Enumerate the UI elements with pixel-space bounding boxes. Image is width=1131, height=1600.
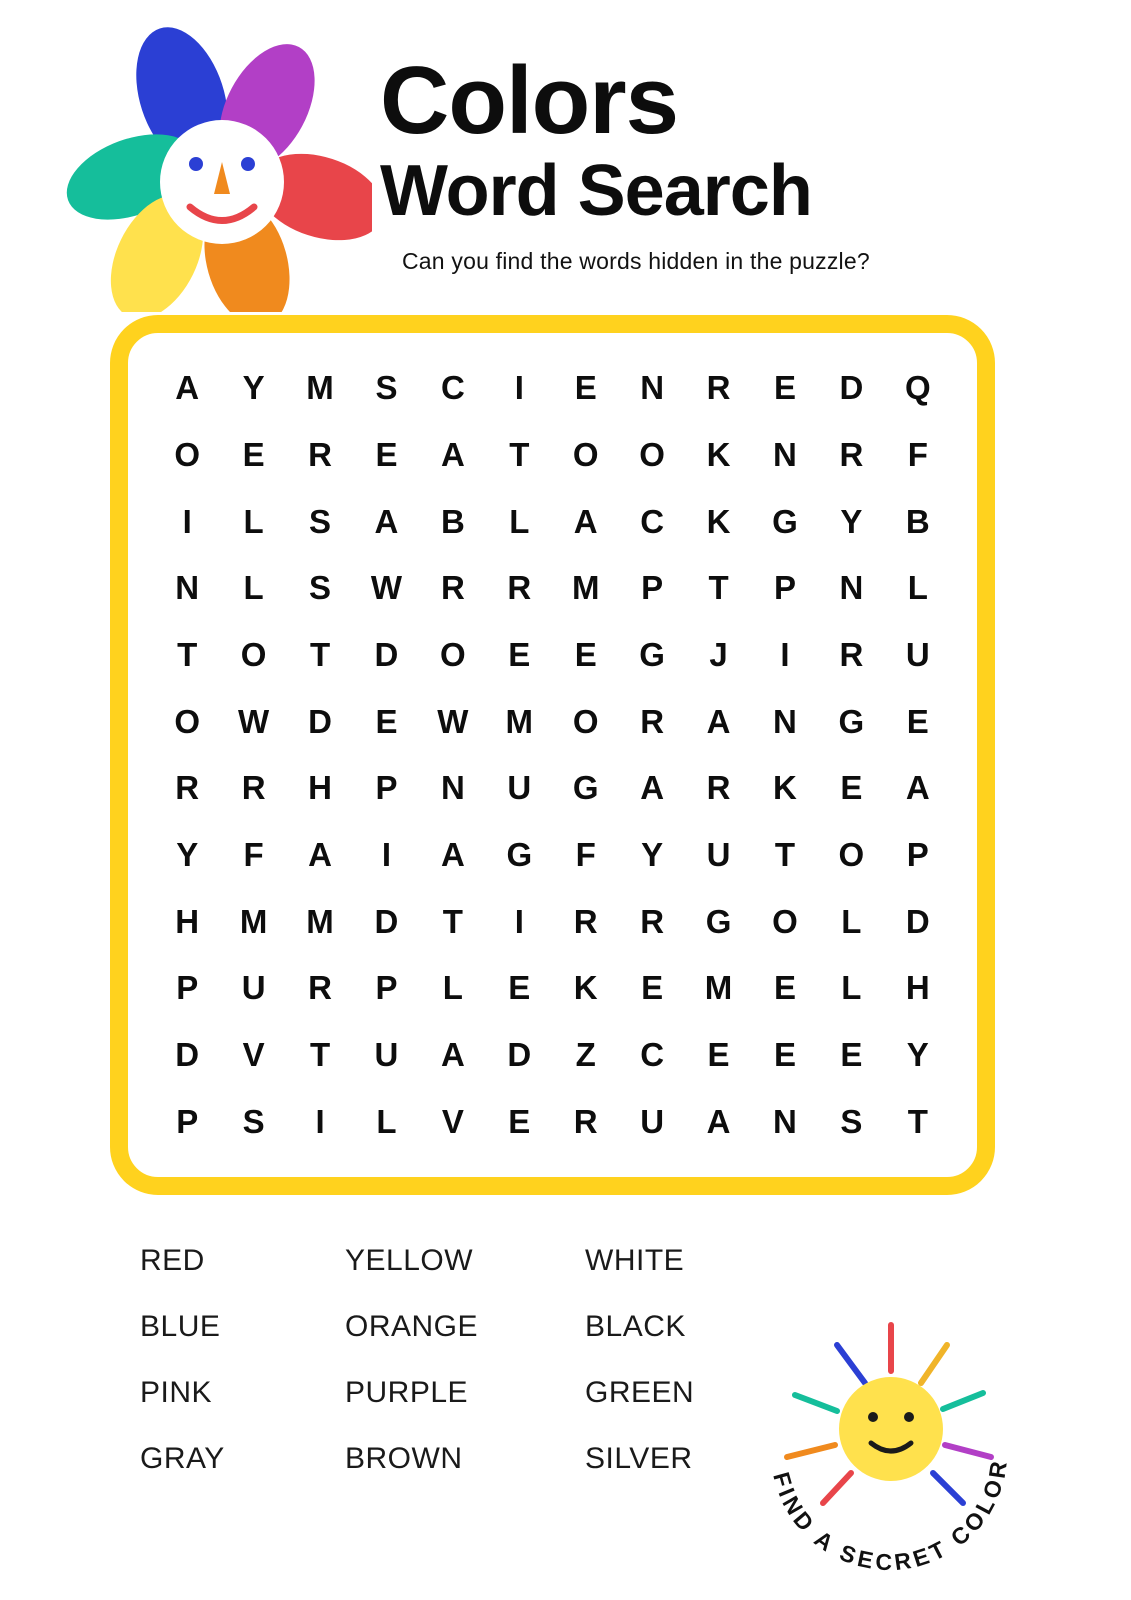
grid-cell[interactable]: R [507,569,532,607]
grid-cell[interactable]: V [242,1035,265,1073]
grid-cell[interactable]: I [315,1102,325,1140]
grid-cell[interactable]: S [375,369,398,407]
secret-color-badge [745,1305,1035,1575]
grid-cell[interactable]: H [905,969,930,1007]
grid-cell[interactable]: E [574,369,597,407]
grid-cell[interactable]: D [839,369,864,407]
grid-cell[interactable]: O [440,635,466,673]
grid-cell[interactable]: F [907,435,928,473]
grid-cell[interactable]: E [840,1035,863,1073]
grid-cell[interactable]: L [907,569,928,607]
grid-cell[interactable]: D [308,702,332,740]
grid-cell[interactable]: C [640,1035,665,1073]
word-list-item: WHITE [585,1244,685,1277]
grid-cell[interactable]: P [176,1102,199,1140]
grid-cell[interactable]: E [773,369,796,407]
grid-cell[interactable]: L [442,969,463,1007]
word-list-item: BLACK [585,1310,686,1343]
grid-cell[interactable]: O [572,435,599,473]
grid-cell[interactable]: U [905,635,930,673]
grid-cell[interactable]: L [376,1102,397,1140]
grid-cell[interactable]: T [509,435,530,473]
grid-cell[interactable]: A [706,702,731,740]
grid-cell[interactable]: E [508,1102,531,1140]
grid-cell[interactable]: H [175,902,200,940]
grid-cell[interactable]: E [375,435,398,473]
grid-cell[interactable]: F [575,835,596,873]
grid-cell[interactable]: M [704,969,733,1007]
grid-cell[interactable]: E [707,1035,730,1073]
grid-cell[interactable]: M [306,369,334,407]
word-list-item: BLUE [140,1310,221,1343]
grid-cell[interactable]: A [640,769,665,807]
word-list-item: RED [140,1244,205,1277]
grid-cell[interactable]: A [440,435,465,473]
grid-cell[interactable]: A [905,769,930,807]
grid-cell[interactable]: T [177,635,198,673]
grid-cell[interactable]: P [375,969,398,1007]
grid-cell[interactable]: W [370,569,403,607]
page-header [0,0,1131,310]
grid-cell[interactable]: N [839,569,864,607]
grid-cell[interactable]: K [706,435,731,473]
grid-cell[interactable]: R [839,435,864,473]
grid-cell[interactable]: A [374,502,399,540]
grid-cell[interactable]: R [573,902,598,940]
grid-cell[interactable]: P [641,569,664,607]
word-list-item: SILVER [585,1442,693,1475]
grid-cell[interactable]: G [772,502,798,540]
grid-cell[interactable]: A [175,369,200,407]
grid-cell[interactable]: J [709,635,728,673]
grid-cell[interactable]: L [841,969,862,1007]
grid-cell[interactable]: Z [575,1035,596,1073]
grid-cell[interactable]: R [640,902,665,940]
grid-cell[interactable]: S [242,1102,265,1140]
grid-cell[interactable]: O [174,435,201,473]
grid-cell[interactable]: M [571,569,600,607]
grid-cell[interactable]: A [706,1102,731,1140]
grid-cell[interactable]: D [507,1035,532,1073]
grid-cell[interactable]: B [440,502,465,540]
grid-cell[interactable]: U [640,1102,665,1140]
grid-cell[interactable]: Y [641,835,664,873]
svg-text:FIND A SECRET COLOR: FIND A SECRET COLOR [768,1455,1013,1575]
grid-cell[interactable]: O [772,902,798,940]
grid-cell[interactable]: T [309,1035,331,1073]
grid-cell[interactable]: C [440,369,465,407]
grid-cell[interactable]: T [907,1102,928,1140]
grid-cell[interactable]: R [175,769,200,807]
title-block [380,47,1080,275]
grid-cell[interactable]: E [508,635,531,673]
grid-cell[interactable]: E [773,1035,796,1073]
grid-cell[interactable]: T [442,902,463,940]
grid-cell[interactable]: E [375,702,398,740]
word-list-item: GRAY [140,1442,225,1475]
grid-cell[interactable]: L [509,502,530,540]
grid-cell[interactable]: G [639,635,665,673]
grid-cell[interactable]: Y [176,835,199,873]
grid-cell[interactable]: P [906,835,929,873]
page-subtitle: Word Search [380,150,812,231]
grid-cell[interactable]: M [505,702,534,740]
grid-cell[interactable]: T [774,835,796,873]
grid-cell[interactable]: I [780,635,790,673]
grid-cell[interactable]: O [838,835,865,873]
grid-cell[interactable]: Y [906,1035,929,1073]
grid-cell[interactable]: O [572,702,599,740]
grid-cell[interactable]: W [238,702,270,740]
grid-cell[interactable]: N [773,435,797,473]
tagline: Can you find the words hidden in the puzzle? [402,247,870,274]
grid-cell[interactable]: U [374,1035,399,1073]
grid-cell[interactable]: R [241,769,266,807]
grid-cell[interactable]: E [508,969,531,1007]
grid-cell[interactable]: U [507,769,532,807]
grid-cell[interactable]: G [838,702,865,740]
word-list-item: PINK [140,1376,213,1409]
page-title: Colors [380,47,679,154]
grid-cell[interactable]: R [839,635,864,673]
grid-cell[interactable]: P [375,769,398,807]
grid-cell[interactable]: E [242,435,265,473]
grid-cell[interactable]: K [573,969,598,1007]
grid-cell[interactable]: T [708,569,729,607]
grid-cell[interactable]: R [573,1102,598,1140]
grid-cell[interactable]: M [306,902,334,940]
grid-cell[interactable]: G [705,902,732,940]
grid-cell[interactable]: H [308,769,332,807]
grid-cell[interactable]: U [241,969,266,1007]
grid-cell[interactable]: A [573,502,598,540]
grid-cell[interactable]: N [440,769,465,807]
grid-cell[interactable]: R [440,569,465,607]
grid-cell[interactable]: O [639,435,665,473]
grid-cell[interactable]: Q [904,369,931,407]
grid-cell[interactable]: D [905,902,930,940]
grid-cell[interactable]: N [773,1102,797,1140]
word-list-item: GREEN [585,1376,695,1409]
grid-cell[interactable]: Y [242,369,265,407]
smiling-flower-icon [62,22,372,312]
word-list-item: YELLOW [345,1244,474,1277]
grid-cell[interactable]: B [905,502,930,540]
grid-cell[interactable]: F [243,835,264,873]
grid-cell[interactable]: N [640,369,665,407]
grid-cell[interactable]: T [309,635,331,673]
grid-cell[interactable]: E [906,702,929,740]
grid-cell[interactable]: D [374,635,399,673]
grid-cell[interactable]: O [174,702,201,740]
grid-cell[interactable]: R [308,969,332,1007]
grid-cell[interactable]: I [381,835,392,873]
grid-cell[interactable]: S [309,502,332,540]
grid-cell[interactable]: S [309,569,332,607]
grid-cell[interactable]: R [640,702,665,740]
grid-cell[interactable]: G [506,835,533,873]
grid-cell[interactable]: L [243,502,264,540]
grid-cell[interactable]: G [572,769,599,807]
grid-cell[interactable]: A [440,1035,465,1073]
word-list-item: BROWN [345,1442,463,1475]
grid-cell[interactable]: W [437,702,469,740]
grid-cell[interactable]: I [182,502,192,540]
grid-cell[interactable]: E [840,769,863,807]
grid-cell[interactable]: I [514,369,524,407]
word-list-item: PURPLE [345,1376,469,1409]
grid-cell[interactable]: Y [840,502,863,540]
grid-cell[interactable]: I [514,902,524,940]
grid-cell[interactable]: R [706,369,731,407]
grid-cell[interactable]: N [773,702,797,740]
word-search-grid[interactable] [128,333,977,1177]
grid-cell[interactable]: A [308,835,332,873]
grid-cell[interactable]: E [773,969,796,1007]
grid-cell[interactable]: E [574,635,597,673]
grid-cell[interactable]: A [440,835,465,873]
word-list [140,1228,760,1492]
word-list-item: ORANGE [345,1310,479,1343]
grid-cell[interactable]: S [840,1102,863,1140]
grid-cell[interactable]: R [706,769,731,807]
grid-cell[interactable]: D [374,902,399,940]
grid-cell[interactable]: K [706,502,731,540]
grid-cell[interactable]: U [706,835,731,873]
grid-cell[interactable]: V [441,1102,464,1140]
grid-cell[interactable]: E [641,969,664,1007]
grid-cell[interactable]: L [243,569,264,607]
grid-cell[interactable]: N [175,569,200,607]
grid-cell[interactable]: O [240,635,267,673]
grid-cell[interactable]: C [640,502,665,540]
grid-cell[interactable]: L [841,902,862,940]
grid-cell[interactable]: R [308,435,332,473]
grid-cell[interactable]: K [773,769,797,807]
grid-cell[interactable]: P [176,969,199,1007]
grid-cell[interactable]: M [239,902,268,940]
grid-cell[interactable]: D [175,1035,200,1073]
grid-cell[interactable]: P [773,569,796,607]
word-search-frame [110,315,995,1195]
